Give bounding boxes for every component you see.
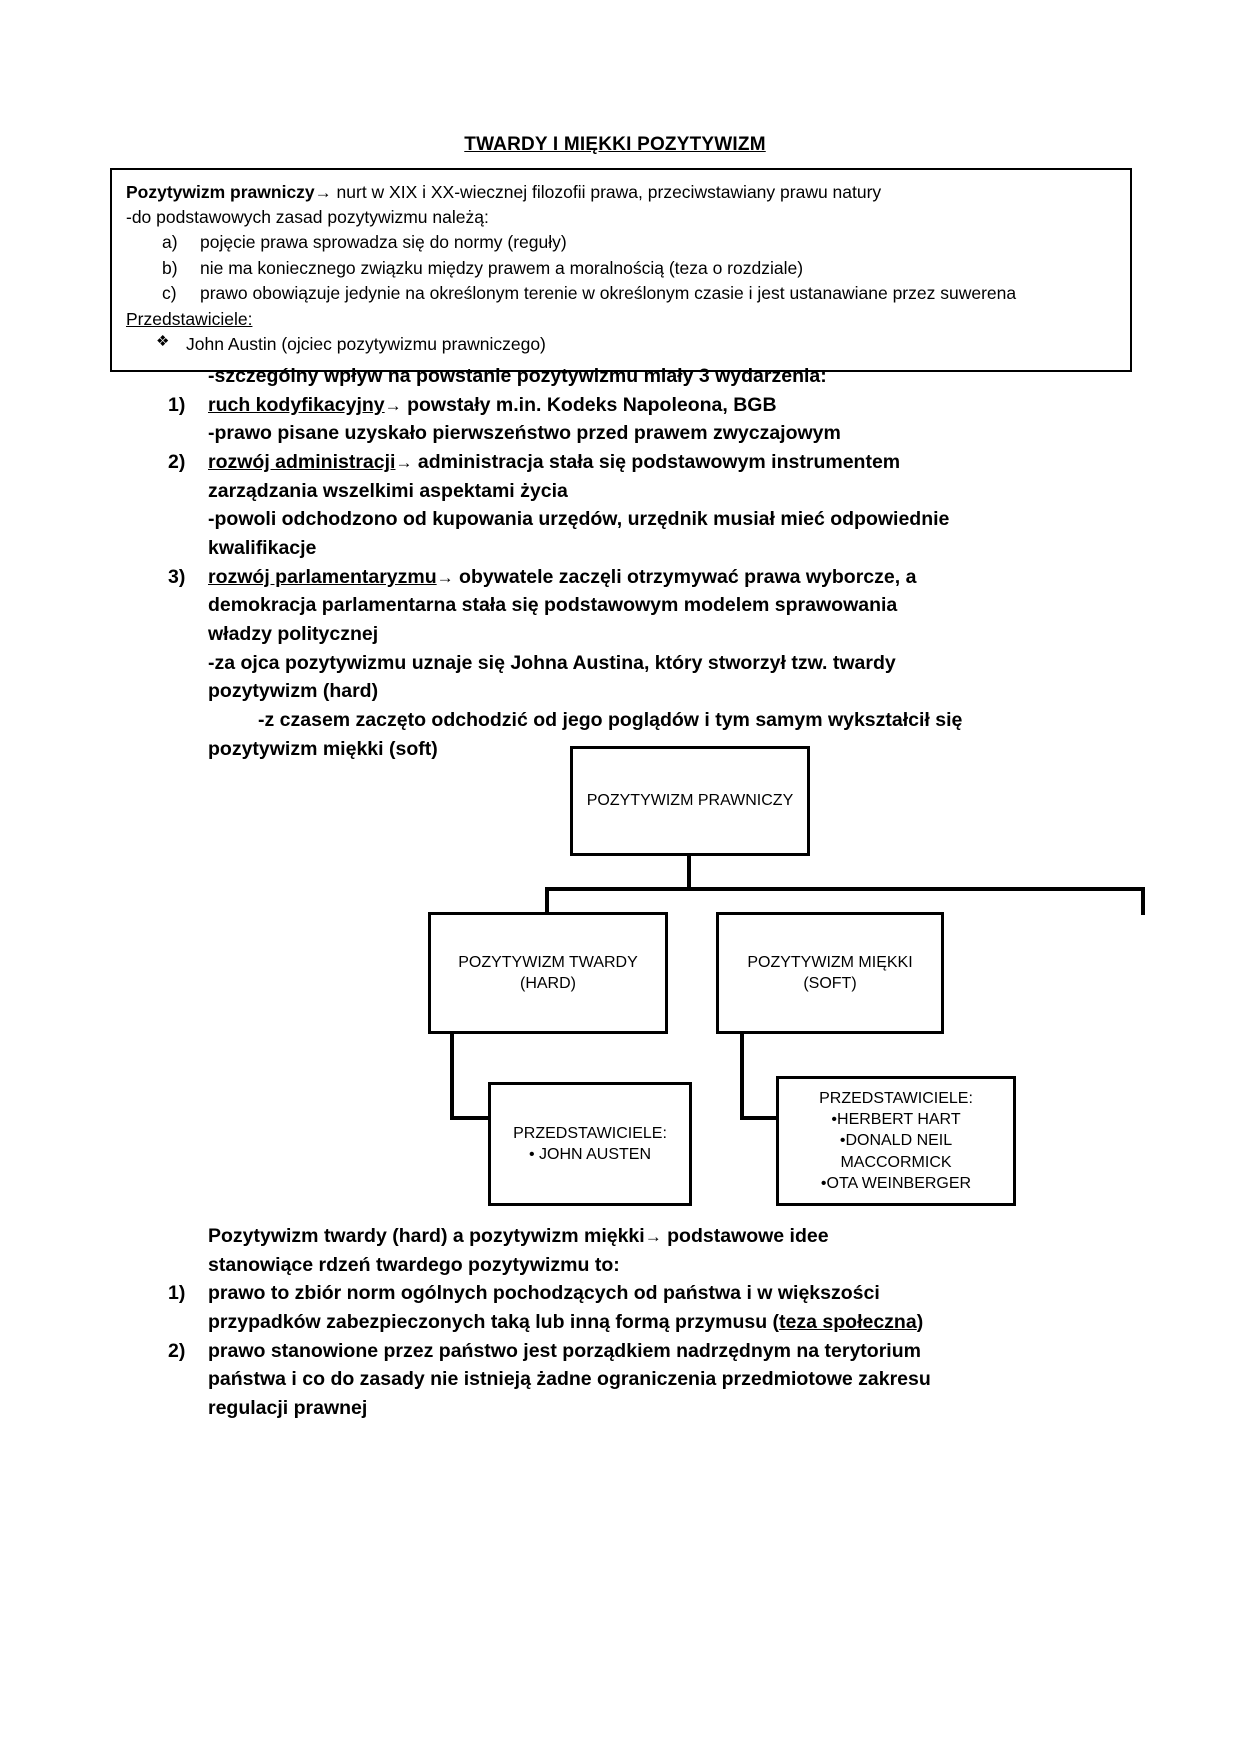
item-text: administracja stała się podstawowym instrumentem <box>412 450 901 473</box>
list-item <box>126 331 1116 357</box>
leaf-content <box>779 1088 1013 1194</box>
list-item <box>0 391 1240 448</box>
diagram-leaf-hard-representatives <box>488 1082 692 1206</box>
events-list <box>0 391 1240 649</box>
austin-name: Johna Austina <box>510 651 644 674</box>
soft-line2: pozytywizm miękki (soft) <box>208 737 438 760</box>
page-title: TWARDY I MIĘKKI POZYTYWIZM <box>464 134 766 155</box>
list-number: 2) <box>168 450 186 473</box>
principles-lead: -do podstawowych zasad pozytywizmu należą: <box>126 207 489 228</box>
item-line: prawo to zbiór norm ogólnych pochodzących od państwa i w większości <box>208 1282 880 1305</box>
representatives-list <box>126 331 1116 357</box>
connector-hard-down <box>450 1032 454 1120</box>
positivism-diagram <box>0 742 1240 1212</box>
definition-line <box>126 180 1116 205</box>
leaf-item: •OTA WEINBERGER <box>820 1174 972 1192</box>
diagram-node-root <box>570 746 810 856</box>
leaf-content <box>491 1123 689 1165</box>
leaf-item: •HERBERT HART <box>831 1111 961 1129</box>
node-label: POZYTYWIZM PRAWNICZY <box>586 792 794 810</box>
connector-soft-right <box>740 1116 780 1120</box>
austin-line <box>0 649 1240 678</box>
item-keyword: teza społeczna <box>779 1310 917 1333</box>
austin-post: , który stworzył tzw. twardy <box>643 651 896 674</box>
node-label: POZYTYWIZM TWARDY (HARD) <box>458 953 638 992</box>
arrow-glyph-icon: → <box>395 452 413 472</box>
list-item <box>126 256 1116 282</box>
item-continuation: zarządzania wszelkimi aspektami życia <box>208 479 568 502</box>
intro-definition-box <box>110 168 1132 372</box>
body-lead: -szczególny wpływ na powstanie pozytywizmu miały 3 wydarzenia: <box>208 365 827 387</box>
list-text: nie ma koniecznego związku między prawem a moralnością (teza o rozdziale) <box>200 257 804 278</box>
main-body <box>0 362 1240 763</box>
connector-right-down <box>1141 887 1145 915</box>
arrow-glyph-icon: → <box>384 395 402 415</box>
item-continuation: -powoli odchodzono od kupowania urzędów, urzędnik musiał mieć odpowiednie <box>208 508 950 531</box>
leaf-item: • JOHN AUSTEN <box>528 1146 652 1163</box>
diagram-leaf-soft-representatives <box>776 1076 1016 1206</box>
austin-line2: pozytywizm (hard) <box>208 680 379 703</box>
list-number: 2) <box>168 1339 186 1362</box>
item-keyword: rozwój parlamentaryzmu <box>208 565 437 588</box>
connector-soft-down <box>740 1032 744 1120</box>
list-item <box>0 1279 1240 1336</box>
connector-horizontal <box>545 887 1145 891</box>
item-continuation: demokracja parlamentarna stała się podstawowym modelem sprawowania <box>208 594 898 617</box>
item-continuation: -prawo pisane uzyskało pierwszeństwo przed prawem zwyczajowym <box>208 422 841 445</box>
leaf-heading: PRZEDSTAWICIELE: <box>819 1090 973 1108</box>
list-item <box>0 563 1240 649</box>
leaf-item: •DONALD NEIL MACCORMICK <box>839 1132 953 1171</box>
leaf-heading: PRZEDSTAWICIELE: <box>513 1124 667 1142</box>
connector-left-down <box>545 887 549 915</box>
list-text: pojęcie prawa sprowadza się do normy (reguły) <box>200 231 567 252</box>
arrow-glyph-icon: → <box>314 183 332 202</box>
bottom-heading-rest: podstawowe idee <box>661 1225 829 1247</box>
bottom-heading-line2: stanowiące rdzeń twardego pozytywizmu to: <box>208 1253 620 1276</box>
item-line: państwa i co do zasady nie istnieją żadne ograniczenia przedmiotowe zakresu <box>208 1368 931 1391</box>
list-marker: b) <box>162 257 178 278</box>
list-marker: a) <box>162 231 178 252</box>
core-ideas-list <box>0 1279 1240 1422</box>
definition-term: Pozytywizm prawniczy <box>126 182 315 202</box>
diagram-node-hard <box>428 912 668 1034</box>
item-line-wrap <box>208 1308 1240 1337</box>
connector-root-down <box>687 856 691 890</box>
diamond-bullet-icon: ❖ <box>156 333 170 351</box>
connector-hard-right <box>450 1116 492 1120</box>
item-continuation: kwalifikacje <box>208 536 317 559</box>
list-marker: c) <box>162 283 177 304</box>
definition-rest: nurt w XIX i XX-wiecznej filozofii prawa, przeciwstawiany prawu natury <box>331 182 882 202</box>
item-text: obywatele zaczęli otrzymywać prawa wyborcze, a <box>453 565 917 588</box>
list-number: 1) <box>168 393 186 416</box>
list-number: 1) <box>168 1282 186 1305</box>
item-line: prawo stanowione przez państwo jest porządkiem nadrzędnym na terytorium <box>208 1339 921 1362</box>
node-label: POZYTYWIZM MIĘKKI (SOFT) <box>747 953 913 992</box>
item-line: ) <box>916 1310 924 1333</box>
austin-pre: -za ojca pozytywizmu uznaje się <box>208 651 511 674</box>
list-item <box>0 1337 1240 1423</box>
arrow-glyph-icon: → <box>436 567 454 587</box>
soft-line1: -z czasem zaczęto odchodzić od jego poglądów i tym samym wykształcił się <box>258 708 963 731</box>
item-text: powstały m.in. Kodeks Napoleona, BGB <box>401 393 777 416</box>
bottom-section <box>0 1222 1240 1423</box>
list-text: prawo obowiązuje jedynie na określonym terenie w określonym czasie i jest ustanawiane przez suwerena <box>200 283 1017 304</box>
item-keyword: ruch kodyfikacyjny <box>208 393 385 416</box>
list-item <box>126 281 1116 307</box>
item-line: regulacji prawnej <box>208 1396 368 1419</box>
list-item <box>126 230 1116 256</box>
list-text: John Austin (ojciec pozytywizmu prawniczego) <box>186 334 546 355</box>
item-continuation: władzy politycznej <box>208 622 379 645</box>
principles-list <box>126 230 1116 307</box>
arrow-glyph-icon: → <box>644 1227 662 1246</box>
list-number: 3) <box>168 565 186 588</box>
bottom-heading <box>0 1222 1240 1251</box>
bottom-heading-bold: Pozytywizm twardy (hard) a pozytywizm miękki <box>208 1225 645 1247</box>
item-line: przypadków zabezpieczonych taką lub inną formą przymusu ( <box>208 1310 780 1333</box>
item-keyword: rozwój administracji <box>208 450 396 473</box>
representatives-heading: Przedstawiciele: <box>126 308 253 329</box>
list-item <box>0 448 1240 563</box>
diagram-node-soft <box>716 912 944 1034</box>
